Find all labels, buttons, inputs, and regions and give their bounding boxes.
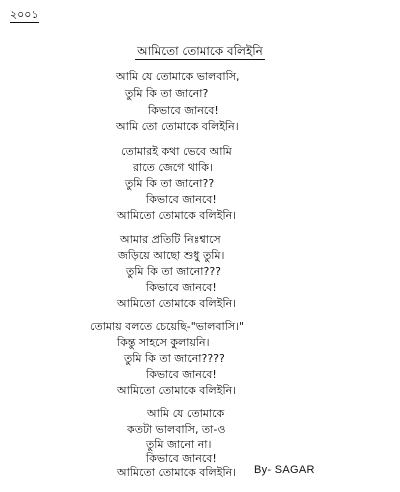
stanza-5-line-1: আমি যে তোমাকে [147, 407, 225, 420]
stanza-3-line-3: তুমি কি তা জানো??? [126, 265, 222, 278]
poem-title [0, 44, 400, 58]
stanza-3-line-4: কিভাবে জানবে! [146, 281, 217, 294]
stanza-4-line-1: তোমায় বলতে চেয়েছি-"ভালবাসি।" [90, 320, 245, 333]
stanza-3-line-5: আমিতো তোমাকে বলিইনি। [117, 297, 237, 310]
stanza-3-line-1: আমার প্রতিটি নিঃশ্বাসে [120, 233, 221, 246]
stanza-2-line-4: কিভাবে জানবে! [146, 193, 217, 206]
stanza-3-line-2: জড়িয়ে আছো শুধু তুমি। [118, 249, 225, 262]
stanza-4-line-5: আমিতো তোমাকে বলিইনি। [117, 384, 237, 397]
stanza-4-line-3: তুমি কি তা জানো???? [124, 352, 225, 365]
stanza-2-line-1: তোমারই কথা ভেবে আমি [121, 145, 232, 158]
stanza-4-line-4: কিভাবে জানবে! [146, 368, 217, 381]
stanza-5-line-3: তুমি জানো না। [146, 438, 212, 451]
stanza-2-line-3: তুমি কি তা জানো?? [125, 177, 215, 190]
stanza-1-line-4: আমি তো তোমাকে বলিইনি। [116, 120, 239, 133]
stanza-5-line-5: আমিতো তোমাকে বলিইনি। [117, 466, 237, 479]
stanza-5-line-2: কতটা ভালবাসি, তা-ও [127, 423, 226, 436]
poem-title-text: আমিতো তোমাকে বলিইনি [137, 44, 263, 58]
stanza-2-line-2: রাতে জেগে থাকি। [133, 161, 213, 174]
stanza-5-line-4: কিভাবে জানবে! [146, 452, 217, 465]
stanza-1-line-3: কিভাবে জানবে! [148, 104, 219, 117]
stanza-1-line-2: তুমি কি তা জানো? [125, 87, 209, 100]
stanza-4-line-2: কিন্তু সাহসে কুলায়নি। [117, 336, 210, 349]
year-label: ২০০১ [10, 8, 39, 21]
author-signature: By- SAGAR [254, 464, 315, 476]
stanza-2-line-5: আমিতো তোমাকে বলিইনি। [117, 209, 237, 222]
stanza-1-line-1: আমি যে তোমাকে ভালবাসি, [116, 70, 240, 83]
